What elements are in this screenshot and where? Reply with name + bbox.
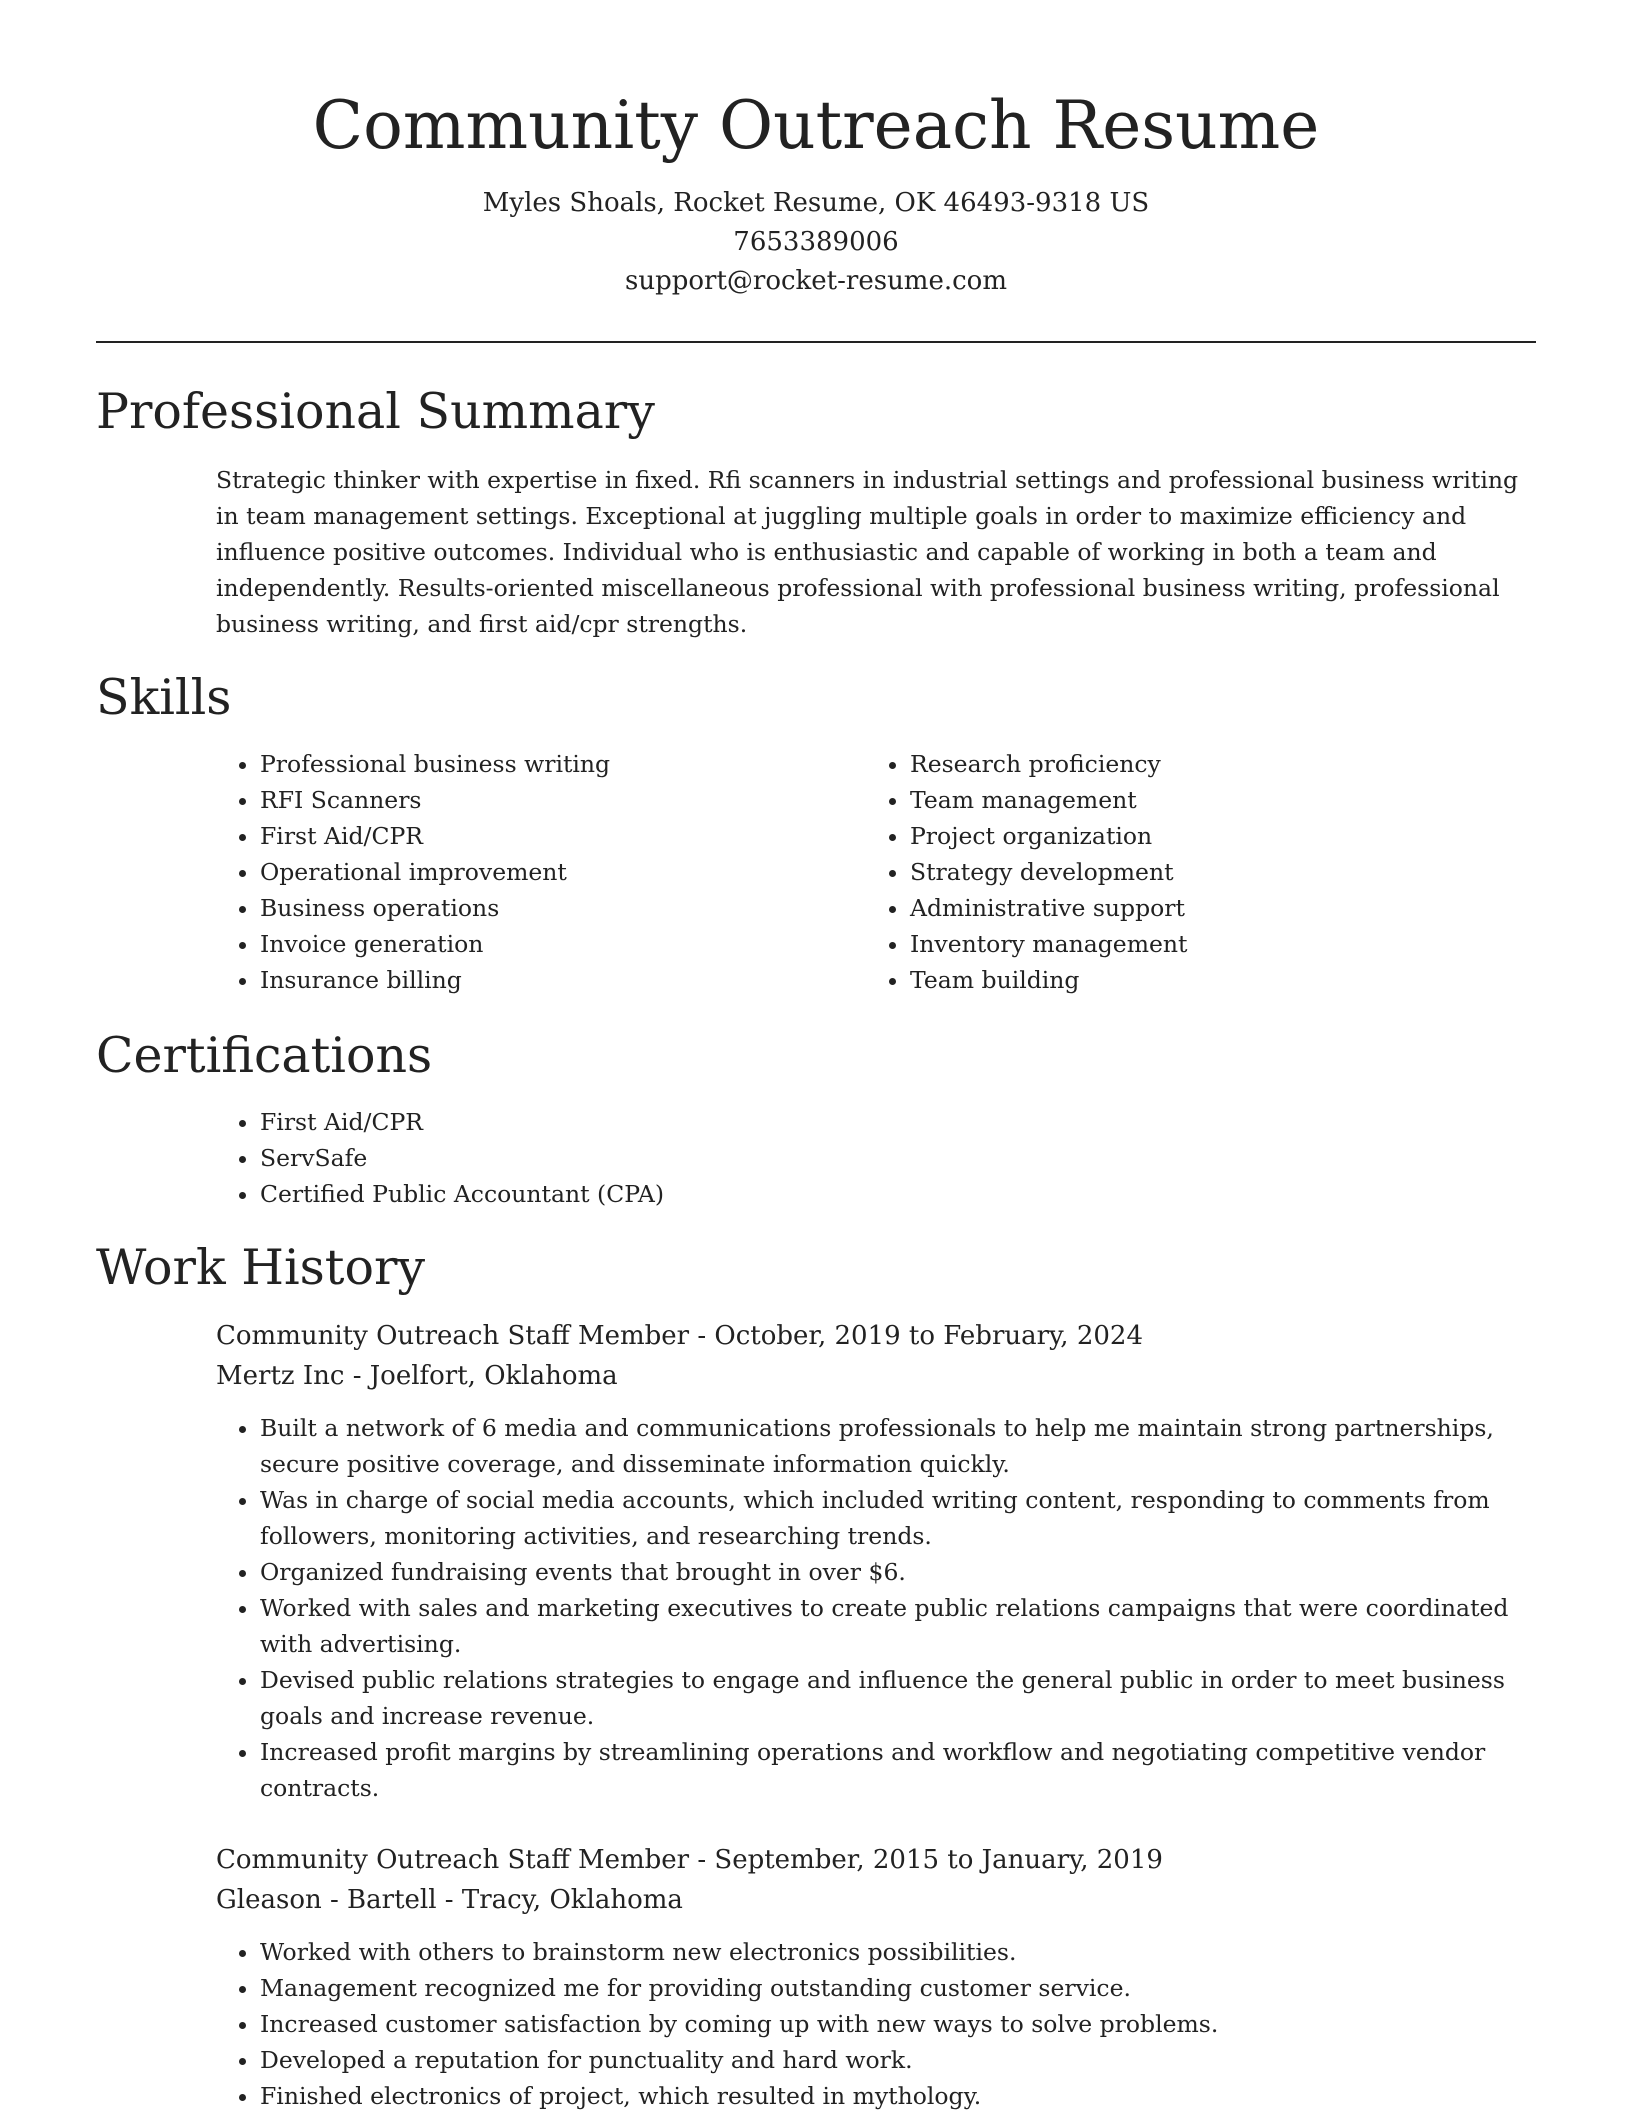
duty-item: • Worked with sales and marketing executives to create public relations campaigns that were coordinated with advertising.	[260, 1590, 1536, 1662]
job-1-dates: - October, 2019 to February, 2024	[689, 1321, 1143, 1351]
duty-item: • Was in charge of social media accounts, which included writing content, responding to comments from followers, monitoring activities, and researching trends.	[260, 1482, 1536, 1554]
skill-item: • Team building	[910, 962, 1486, 998]
job-2-duties-list	[216, 1934, 1536, 2114]
job-1-duties-list	[216, 1410, 1536, 1806]
job-1-company-line	[216, 1356, 1536, 1396]
skill-item: • RFI Scanners	[260, 782, 836, 818]
job-2-title-line	[216, 1840, 1536, 1880]
skill-item: • Team management	[910, 782, 1486, 818]
job-2-company: Gleason - Bartell	[216, 1885, 437, 1915]
job-2-dates: - September, 2015 to January, 2019	[689, 1845, 1163, 1875]
job-1-location: - Joelfort, Oklahoma	[344, 1361, 618, 1391]
certification-item: • Certified Public Accountant (CPA)	[260, 1176, 1536, 1212]
resume-title: Community Outreach Resume	[312, 87, 1320, 164]
duty-item: • Worked with others to brainstorm new electronics possibilities.	[260, 1934, 1536, 1970]
certifications-heading: Certifications	[96, 1027, 433, 1084]
skill-item: • Administrative support	[910, 890, 1486, 926]
skills-column-left	[216, 746, 836, 998]
job-1-company: Mertz Inc	[216, 1361, 345, 1391]
skill-item: • Business operations	[260, 890, 836, 926]
skill-item: • Inventory management	[910, 926, 1486, 962]
job-2-role: Community Outreach Staff Member	[216, 1845, 690, 1875]
duty-item: • Increased customer satisfaction by coming up with new ways to solve problems.	[260, 2006, 1536, 2042]
duty-item: • Built a network of 6 media and communications professionals to help me maintain strong partnerships, secure positive coverage, and disseminate information quickly.	[260, 1410, 1536, 1482]
duty-item: • Finished electronics of project, which resulted in mythology.	[260, 2078, 1536, 2114]
duty-item: • Management recognized me for providing outstanding customer service.	[260, 1970, 1536, 2006]
job-1-role: Community Outreach Staff Member	[216, 1321, 690, 1351]
skill-item: • Professional business writing	[260, 746, 836, 782]
skills-list-left	[216, 746, 836, 998]
duty-item: • Devised public relations strategies to engage and influence the general public in order to meet business goals and increase revenue.	[260, 1662, 1536, 1734]
job-2-company-line	[216, 1880, 1536, 1920]
contact-address: Myles Shoals, Rocket Resume, OK 46493-9318 US	[482, 188, 1150, 218]
certification-item: • First Aid/CPR	[260, 1104, 1536, 1140]
skill-item: • Operational improvement	[260, 854, 836, 890]
certification-item: • ServSafe	[260, 1140, 1536, 1176]
duty-item: • Increased profit margins by streamlining operations and workflow and negotiating competitive vendor contracts.	[260, 1734, 1536, 1806]
contact-email: support@rocket-resume.com	[624, 266, 1007, 296]
contact-phone: 7653389006	[733, 227, 899, 257]
summary-text: Strategic thinker with expertise in fixed. Rfi scanners in industrial settings and professional business writing in team management settings. Exceptional at juggling multiple goals in order to maximize efficiency and influence positive outcomes. Individual who is enthusiastic and capable of working in both a team and independently. Results-oriented miscellaneous professional with professional business writing, professional business writing, and first aid/cpr strengths.	[216, 466, 1519, 638]
header-divider	[96, 341, 1536, 343]
skill-item: • Invoice generation	[260, 926, 836, 962]
job-1-title-line	[216, 1316, 1536, 1356]
certifications-list	[216, 1104, 1536, 1212]
certifications-block	[216, 1104, 1536, 1212]
duty-item: • Developed a reputation for punctuality and hard work.	[260, 2042, 1536, 2078]
skills-list-right	[866, 746, 1486, 998]
skill-item: • Project organization	[910, 818, 1486, 854]
skill-item: • First Aid/CPR	[260, 818, 836, 854]
skills-heading: Skills	[96, 669, 232, 726]
skill-item: • Insurance billing	[260, 962, 836, 998]
job-2-duties	[216, 1934, 1536, 2114]
skills-column-right	[866, 746, 1486, 998]
skill-item: • Strategy development	[910, 854, 1486, 890]
job-2-location: - Tracy, Oklahoma	[436, 1885, 683, 1915]
skill-item: • Research proficiency	[910, 746, 1486, 782]
summary-heading: Professional Summary	[96, 383, 655, 440]
duty-item: • Organized fundraising events that brought in over $6.	[260, 1554, 1536, 1590]
work-history-heading: Work History	[96, 1239, 426, 1296]
job-1-duties	[216, 1410, 1536, 1806]
resume-header	[96, 82, 1536, 301]
